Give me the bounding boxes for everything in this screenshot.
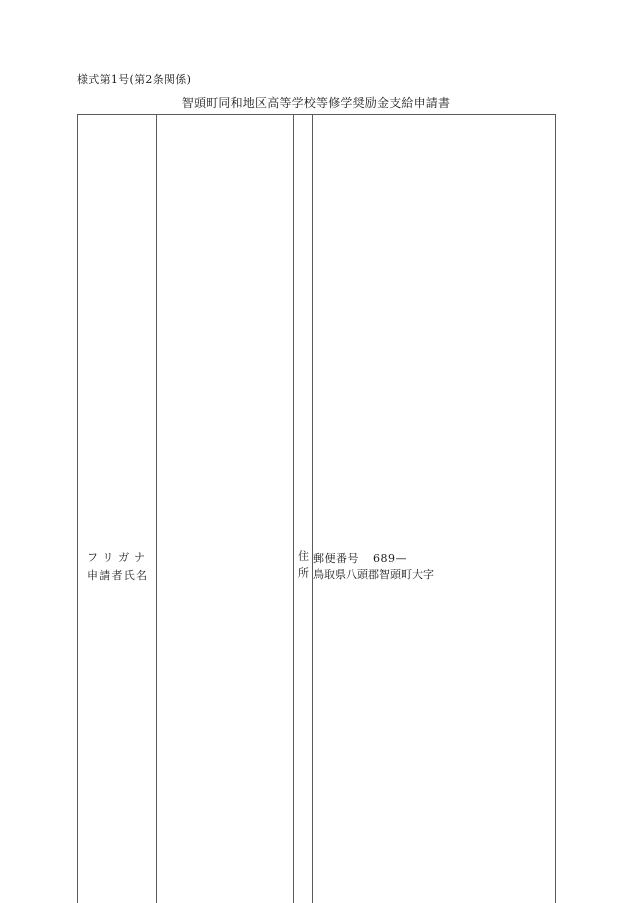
application-form-table (77, 114, 556, 903)
furigana-label: フリガナ (87, 551, 147, 565)
address-label-cell (294, 115, 313, 903)
postal-code-label: 郵便番号 (313, 551, 359, 565)
applicant-name-label: 申請者氏名 (87, 568, 147, 582)
address-prefilled-value: 鳥取県八頭郡智頭町大字 (313, 567, 434, 581)
page-title: 智頭町同和地区高等学校等修学奨励金支給申請書 (181, 96, 451, 110)
applicant-name-input-cell[interactable] (157, 115, 294, 903)
applicant-name-label-cell (78, 115, 157, 903)
postal-code-value: 689— (373, 551, 407, 565)
address-label: 住所 (296, 549, 310, 584)
table-row-applicant (78, 115, 556, 903)
form-number: 様式第1号(第2条関係) (77, 73, 192, 86)
address-input-cell[interactable] (313, 115, 556, 903)
